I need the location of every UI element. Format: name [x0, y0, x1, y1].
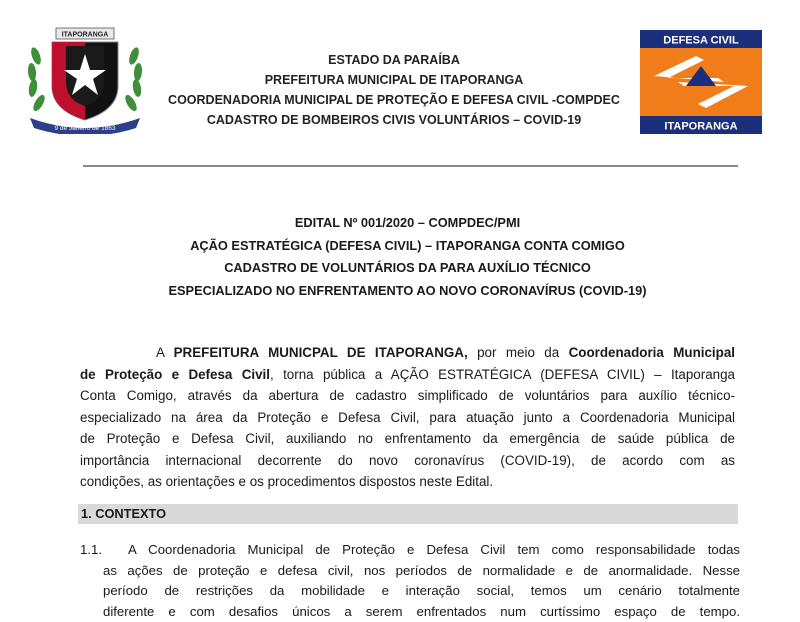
intro-line: especializado na área da Proteção e Defesa Civil, para atuação junto a Coordenadoria Municipal — [80, 407, 735, 429]
intro-line: de Proteção e Defesa Civil, auxiliando no enfrentamento da emergência de saúde pública de — [80, 428, 735, 450]
header-divider — [83, 165, 738, 167]
intro-line: A PREFEITURA MUNICPAL DE ITAPORANGA, por meio da Coordenadoria Municipal — [80, 342, 735, 364]
crest-banner-text: ITAPORANGA — [62, 32, 109, 39]
section-heading-contexto — [78, 504, 738, 524]
itaporanga-crest-logo — [22, 26, 148, 134]
clause-line: período de restrições da mobilidade e interação social, temos um cenário totalmente — [103, 581, 740, 602]
document-header — [150, 50, 638, 130]
intro-line: importância internacional decorrente do novo coronavírus (COVID-19), de acordo com as — [80, 450, 735, 472]
section-heading-text: 1. CONTEXTO — [81, 506, 166, 522]
dc-logo-top-text: DEFESA CIVIL — [663, 35, 739, 47]
intro-line: Conta Comigo, através da abertura de cadastro simplificado de voluntários para auxílio técnico- — [80, 385, 735, 407]
edital-title — [80, 212, 735, 302]
edital-cadastro: CADASTRO DE VOLUNTÁRIOS DA PARA AUXÍLIO TÉCNICO — [80, 257, 735, 280]
header-line-coordenadoria: COORDENADORIA MUNICIPAL DE PROTEÇÃO E DEFESA CIVIL -COMPDEC — [150, 90, 638, 110]
intro-paragraph — [80, 342, 735, 493]
clause-line: A Coordenadoria Municipal de Proteção e Defesa Civil tem como responsabilidade todas — [103, 540, 740, 561]
defesa-civil-logo — [640, 30, 762, 134]
clause-line: diferente e com desafios únicos a serem enfrentados num curtíssimo espaço de tempo. — [103, 602, 740, 622]
header-line-state: ESTADO DA PARAÍBA — [150, 50, 638, 70]
intro-line: de Proteção e Defesa Civil, torna pública a AÇÃO ESTRATÉGICA (DEFESA CIVIL) – Itaporanga — [80, 364, 735, 386]
crest-ribbon-text: 9 de Janeiro de 1863 — [54, 125, 115, 132]
clause-line: as ações de proteção e defesa civil, nos períodos de normalidade e de anormalidade. Nesse — [103, 561, 740, 582]
edital-action: AÇÃO ESTRATÉGICA (DEFESA CIVIL) – ITAPORANGA CONTA COMIGO — [80, 235, 735, 258]
clause-number: 1.1. — [80, 540, 120, 561]
clause-text — [103, 540, 740, 622]
intro-line: condições, as orientações e os procedimentos dispostos neste Edital. — [80, 471, 735, 493]
header-line-cadastro: CADASTRO DE BOMBEIROS CIVIS VOLUNTÁRIOS – COVID-19 — [150, 110, 638, 130]
edital-number: EDITAL Nº 001/2020 – COMPDEC/PMI — [80, 212, 735, 235]
edital-especializado: ESPECIALIZADO NO ENFRENTAMENTO AO NOVO CORONAVÍRUS (COVID-19) — [80, 280, 735, 303]
dc-logo-bottom-text: ITAPORANGA — [664, 121, 737, 133]
header-line-prefeitura: PREFEITURA MUNICIPAL DE ITAPORANGA — [150, 70, 638, 90]
